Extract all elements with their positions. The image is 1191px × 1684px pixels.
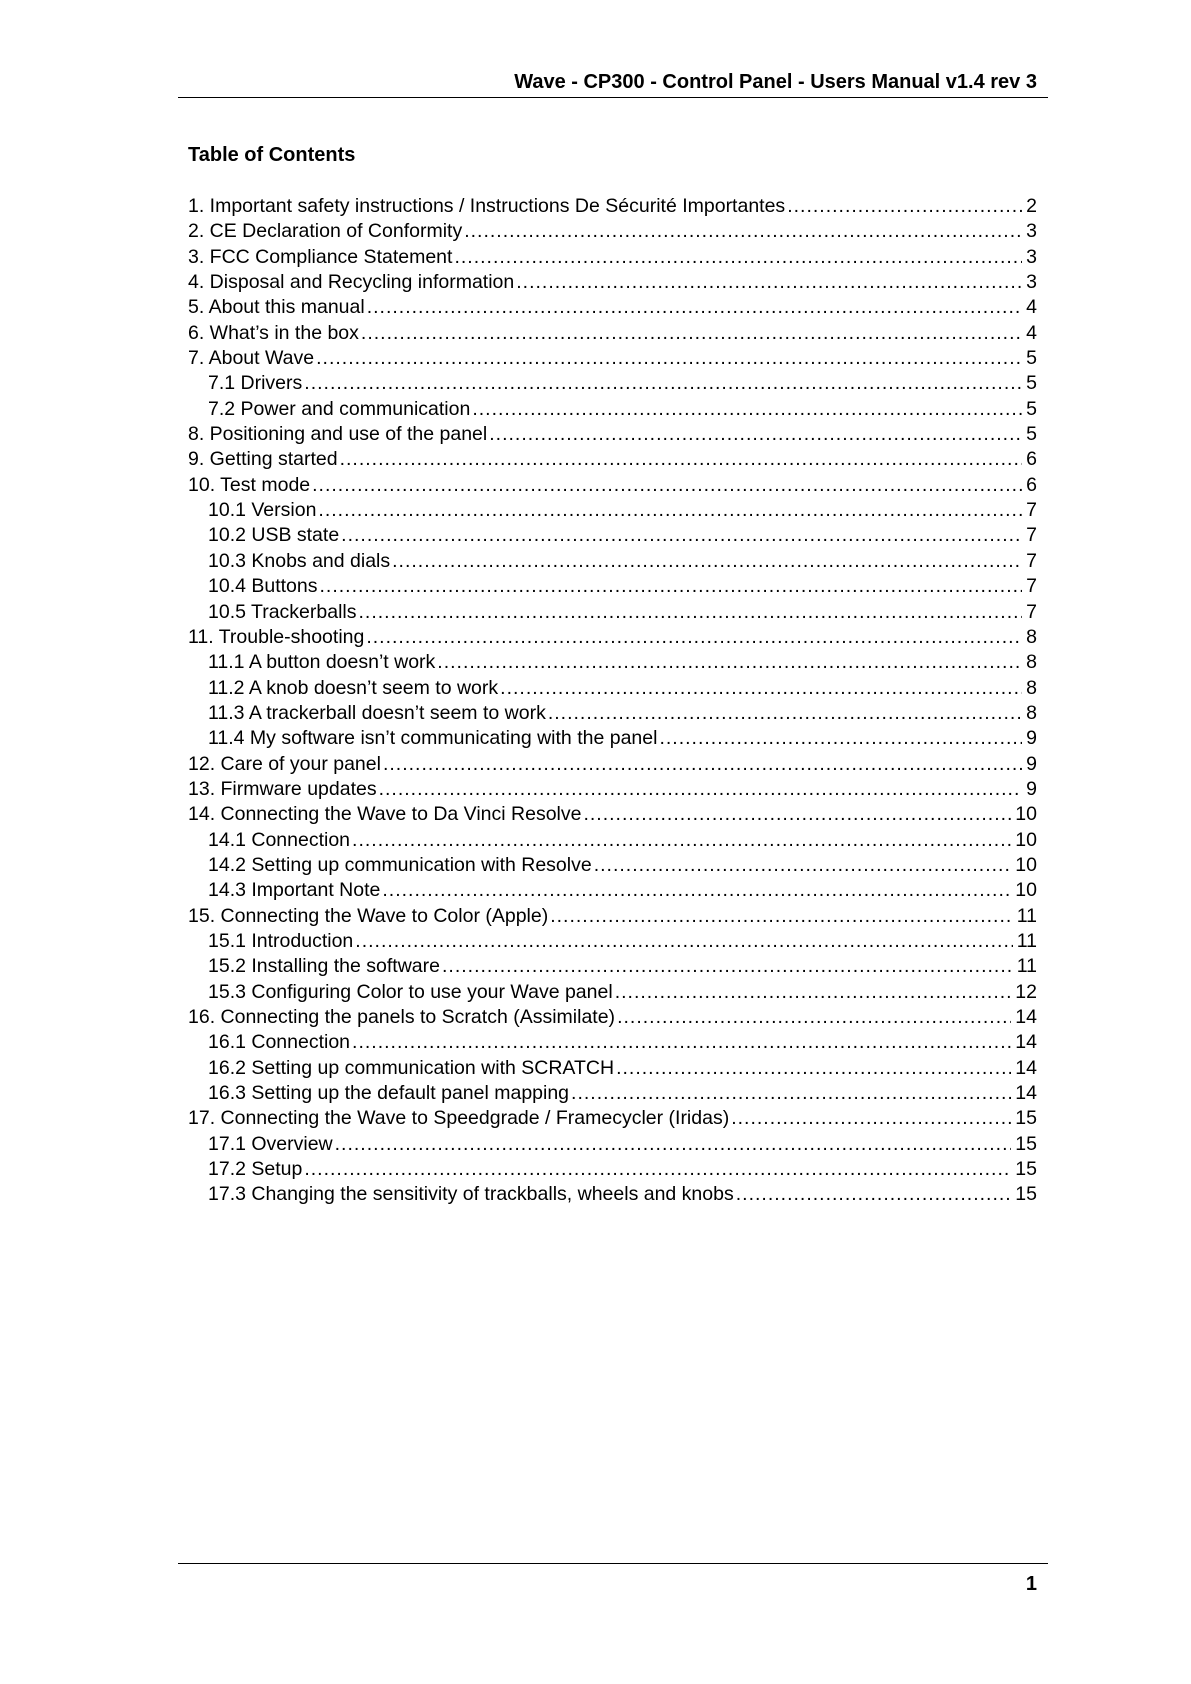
toc-entry[interactable]	[188, 802, 1037, 827]
toc-entry[interactable]	[188, 523, 1037, 548]
toc-entry[interactable]	[188, 574, 1037, 599]
toc-dot-leader	[464, 219, 1022, 244]
toc-entry-page: 12	[1015, 980, 1037, 1003]
toc-entry-label: 16.2 Setting up communication with SCRATCH	[208, 1056, 615, 1079]
toc-dot-leader	[454, 245, 1022, 270]
toc-entry-label: 10.3 Knobs and dials	[208, 549, 391, 572]
toc-entry-page: 7	[1026, 549, 1037, 572]
toc-entry-label: 7.1 Drivers	[208, 372, 303, 395]
toc-entry-label: 15.1 Introduction	[208, 929, 354, 952]
toc-entry-page: 8	[1026, 651, 1037, 674]
toc-dot-leader	[731, 1106, 1011, 1131]
toc-entry-page: 6	[1026, 473, 1037, 496]
toc-entry-page: 5	[1026, 347, 1037, 370]
toc-entry-label: 10.4 Buttons	[208, 575, 318, 598]
toc-entry-page: 14	[1015, 1082, 1037, 1105]
toc-dot-leader	[304, 371, 1022, 396]
toc-entry[interactable]	[188, 676, 1037, 701]
toc-entry[interactable]	[188, 397, 1037, 422]
toc-entry-page: 14	[1015, 1006, 1037, 1028]
toc-entry-label: 5. About this manual	[188, 296, 365, 319]
toc-entry[interactable]	[188, 1182, 1037, 1207]
toc-entry-page: 8	[1026, 701, 1037, 724]
toc-entry[interactable]	[188, 600, 1037, 625]
toc-dot-leader	[489, 422, 1022, 447]
toc-entry[interactable]	[188, 878, 1037, 903]
toc-dot-leader	[516, 270, 1022, 295]
toc-entry-page: 5	[1026, 423, 1037, 446]
toc-entry[interactable]	[188, 1106, 1037, 1131]
toc-entry-label: 10.2 USB state	[208, 524, 340, 547]
toc-heading: Table of Contents	[188, 144, 356, 166]
toc-entry[interactable]	[188, 473, 1037, 498]
toc-entry-label: 7.2 Power and communication	[208, 397, 471, 420]
toc-dot-leader	[316, 346, 1022, 371]
toc-dot-leader	[472, 397, 1022, 422]
toc-dot-leader	[340, 447, 1023, 472]
toc-entry[interactable]	[188, 321, 1037, 346]
toc-dot-leader	[500, 676, 1022, 701]
toc-entry-label: 11.1 A button doesn’t work	[208, 651, 436, 674]
toc-entry[interactable]	[188, 194, 1037, 219]
toc-dot-leader	[615, 980, 1012, 1005]
toc-dot-leader	[359, 600, 1023, 625]
toc-entry[interactable]	[188, 549, 1037, 574]
toc-entry-label: 12. Care of your panel	[188, 752, 381, 775]
toc-dot-leader	[335, 1132, 1012, 1157]
toc-dot-leader	[366, 625, 1022, 650]
toc-entry-label: 14.1 Connection	[208, 828, 351, 851]
toc-entry[interactable]	[188, 853, 1037, 878]
toc-entry-label: 3. FCC Compliance Statement	[188, 245, 453, 268]
toc-entry[interactable]	[188, 752, 1037, 777]
toc-dot-leader	[361, 321, 1022, 346]
toc-entry[interactable]	[188, 422, 1037, 447]
toc-entry-label: 15.3 Configuring Color to use your Wave panel	[208, 980, 613, 1003]
toc-dot-leader	[616, 1056, 1011, 1081]
toc-entry-label: 11.2 A knob doesn’t seem to work	[208, 676, 499, 699]
toc-entry[interactable]	[188, 498, 1037, 523]
toc-entry-page: 3	[1026, 220, 1037, 243]
toc-entry[interactable]	[188, 777, 1037, 802]
toc-dot-leader	[548, 701, 1022, 726]
toc-dot-leader	[392, 549, 1022, 574]
toc-entry[interactable]	[188, 1030, 1037, 1055]
toc-dot-leader	[355, 929, 1012, 954]
toc-entry-page: 6	[1026, 448, 1037, 471]
toc-entry-label: 14.3 Important Note	[208, 879, 381, 902]
toc-entry-label: 15.2 Installing the software	[208, 955, 440, 978]
toc-entry-page: 15	[1015, 1132, 1037, 1155]
toc-dot-leader	[304, 1157, 1011, 1182]
toc-entry-page: 11	[1016, 929, 1037, 952]
toc-dot-leader	[379, 777, 1023, 802]
toc-entry[interactable]	[188, 346, 1037, 371]
toc-entry-label: 9. Getting started	[188, 448, 338, 471]
toc-entry[interactable]	[188, 1081, 1037, 1106]
document-title: Wave - CP300 - Control Panel - Users Manual v1.4 rev 3	[514, 71, 1037, 93]
toc-dot-leader	[318, 498, 1022, 523]
toc-dot-leader	[341, 523, 1022, 548]
toc-entry-page: 15	[1015, 1107, 1037, 1130]
toc-entry[interactable]	[188, 295, 1037, 320]
toc-entry[interactable]	[188, 701, 1037, 726]
toc-entry-label: 8. Positioning and use of the panel	[188, 423, 488, 446]
toc-entry[interactable]	[188, 1005, 1037, 1030]
toc-entry-label: 2. CE Declaration of Conformity	[188, 220, 463, 243]
toc-entry-label: 16.3 Setting up the default panel mapping	[208, 1082, 570, 1105]
toc-entry-label: 17.1 Overview	[208, 1132, 333, 1155]
toc-entry-page: 10	[1015, 879, 1037, 902]
toc-entry-label: 11. Trouble-shooting	[188, 625, 365, 648]
toc-entry[interactable]	[188, 270, 1037, 295]
toc-entry-label: 14.2 Setting up communication with Resolve	[208, 853, 592, 876]
table-of-contents	[188, 194, 1037, 1208]
toc-entry-label: 13. Firmware updates	[188, 777, 377, 800]
toc-entry-label: 7. About Wave	[188, 347, 315, 370]
toc-entry-label: 10. Test mode	[188, 473, 311, 496]
toc-entry-label: 11.3 A trackerball doesn’t seem to work	[208, 701, 546, 724]
toc-entry[interactable]	[188, 980, 1037, 1005]
toc-dot-leader	[442, 954, 1013, 979]
toc-entry-page: 10	[1015, 803, 1037, 826]
toc-entry[interactable]	[188, 1132, 1037, 1157]
toc-entry-page: 14	[1015, 1056, 1037, 1079]
toc-dot-leader	[571, 1081, 1011, 1106]
toc-entry[interactable]	[188, 828, 1037, 853]
toc-entry-label: 15. Connecting the Wave to Color (Apple)	[188, 904, 549, 927]
toc-entry-page: 5	[1026, 397, 1037, 420]
toc-dot-leader	[320, 574, 1023, 599]
toc-entry-page: 7	[1026, 499, 1037, 522]
toc-entry-page: 11	[1016, 955, 1037, 978]
toc-entry-page: 4	[1026, 296, 1037, 319]
toc-entry[interactable]	[188, 625, 1037, 650]
toc-entry[interactable]	[188, 1056, 1037, 1081]
toc-entry-label: 17. Connecting the Wave to Speedgrade / Framecycler (Iridas)	[188, 1107, 730, 1130]
toc-entry-page: 4	[1026, 321, 1037, 344]
toc-dot-leader	[312, 473, 1022, 498]
toc-dot-leader	[382, 878, 1011, 903]
page-header	[178, 70, 1048, 98]
toc-entry-label: 10.1 Version	[208, 499, 317, 522]
toc-dot-leader	[787, 194, 1022, 219]
toc-dot-leader	[352, 1030, 1011, 1055]
toc-entry-label: 1. Important safety instructions / Instructions De Sécurité Importantes	[188, 195, 786, 217]
toc-entry[interactable]	[188, 245, 1037, 270]
toc-entry-label: 17.3 Changing the sensitivity of trackballs, wheels and knobs	[208, 1183, 734, 1206]
toc-entry-page: 9	[1026, 777, 1037, 800]
toc-dot-leader	[352, 828, 1011, 853]
toc-dot-leader	[550, 904, 1013, 929]
toc-entry[interactable]	[188, 929, 1037, 954]
toc-entry-page: 2	[1026, 195, 1037, 217]
toc-entry-label: 11.4 My software isn’t communicating with the panel	[208, 727, 658, 750]
toc-entry-label: 16.1 Connection	[208, 1031, 351, 1054]
toc-dot-leader	[594, 853, 1012, 878]
toc-dot-leader	[617, 1005, 1011, 1030]
toc-entry-label: 16. Connecting the panels to Scratch (Assimilate)	[188, 1006, 616, 1028]
toc-entry-page: 8	[1026, 676, 1037, 699]
toc-entry-label: 4. Disposal and Recycling information	[188, 271, 515, 294]
toc-entry-page: 15	[1015, 1158, 1037, 1181]
toc-entry-page: 11	[1016, 904, 1037, 927]
toc-dot-leader	[367, 295, 1022, 320]
toc-entry-page: 7	[1026, 575, 1037, 598]
toc-entry-label: 14. Connecting the Wave to Da Vinci Resolve	[188, 803, 582, 826]
toc-entry-page: 3	[1026, 271, 1037, 294]
toc-entry-page: 7	[1026, 524, 1037, 547]
toc-entry-page: 7	[1026, 600, 1037, 623]
page-footer	[178, 1563, 1048, 1596]
toc-entry[interactable]	[188, 650, 1037, 675]
toc-entry-page: 8	[1026, 625, 1037, 648]
toc-entry-page: 10	[1015, 828, 1037, 851]
toc-entry[interactable]	[188, 447, 1037, 472]
toc-dot-leader	[736, 1182, 1012, 1207]
toc-entry[interactable]	[188, 954, 1037, 979]
page-number: 1	[1025, 1573, 1037, 1595]
toc-entry-page: 9	[1026, 752, 1037, 775]
toc-entry-page: 15	[1015, 1183, 1037, 1206]
toc-entry[interactable]	[188, 726, 1037, 751]
toc-dot-leader	[659, 726, 1022, 751]
toc-dot-leader	[437, 650, 1022, 675]
toc-entry-page: 14	[1015, 1031, 1037, 1054]
toc-entry-page: 3	[1026, 245, 1037, 268]
toc-entry-page: 9	[1026, 727, 1037, 750]
toc-entry-page: 5	[1026, 372, 1037, 395]
toc-dot-leader	[583, 802, 1011, 827]
toc-entry[interactable]	[188, 1157, 1037, 1182]
toc-dot-leader	[383, 752, 1022, 777]
toc-entry-label: 17.2 Setup	[208, 1158, 303, 1181]
toc-entry[interactable]	[188, 219, 1037, 244]
toc-entry-page: 10	[1015, 853, 1037, 876]
toc-entry[interactable]	[188, 371, 1037, 396]
toc-entry[interactable]	[188, 904, 1037, 929]
toc-entry-label: 6. What’s in the box	[188, 321, 359, 344]
toc-entry-label: 10.5 Trackerballs	[208, 600, 357, 623]
